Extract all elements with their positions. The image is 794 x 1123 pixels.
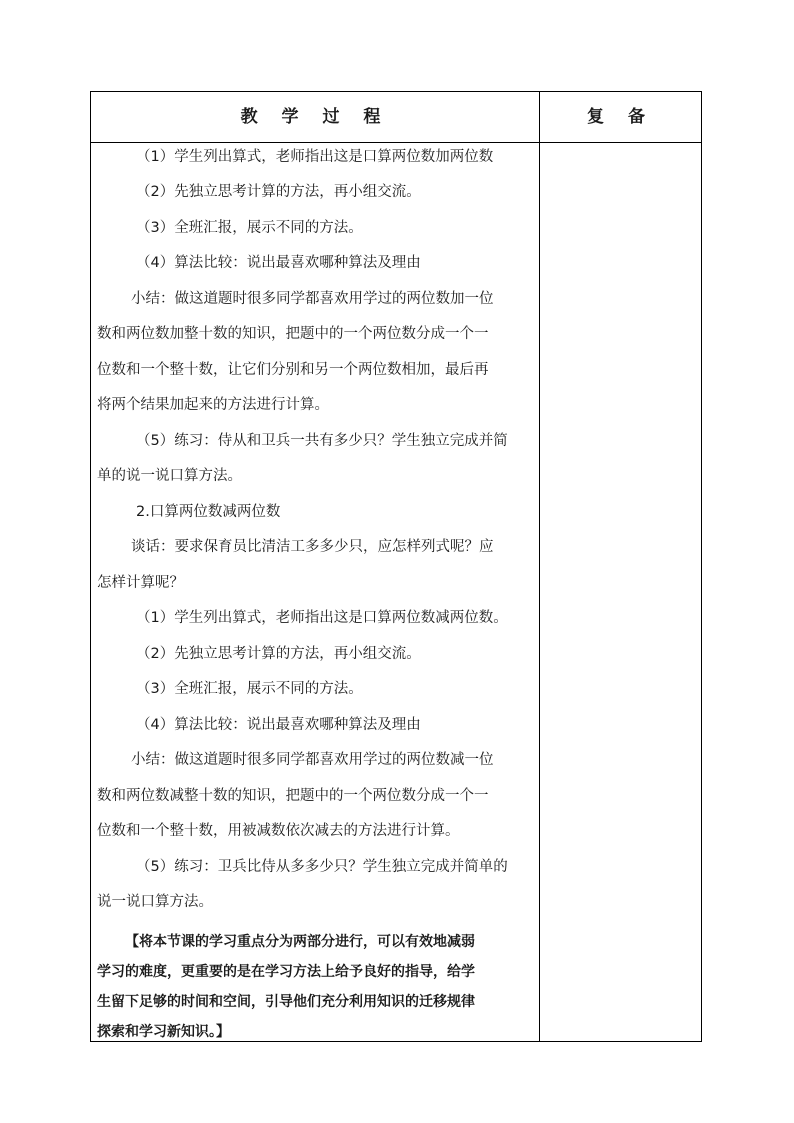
text-line: 位数和一个整十数，让它们分别和另一个两位数相加，最后再 <box>97 362 489 378</box>
text-line: （2）先独立思考计算的方法，再小组交流。 <box>136 646 421 662</box>
text-line: 位数和一个整十数，用被减数依次减去的方法进行计算。 <box>97 823 460 839</box>
text-line: 将两个结果加起来的方法进行计算。 <box>97 397 329 413</box>
text-line: （1）学生列出算式，老师指出这是口算两位数加两位数 <box>136 149 494 165</box>
text-line: 单的说一说口算方法。 <box>97 468 242 484</box>
text-line: （1）学生列出算式，老师指出这是口算两位数减两位数。 <box>136 610 508 626</box>
text-line: （4）算法比较：说出最喜欢哪种算法及理由 <box>136 255 421 271</box>
note-line: 学习的难度，更重要的是在学习方法上给予良好的指导，给学 <box>97 964 475 980</box>
text-line: 谈话：要求保育员比清洁工多多少只，应怎样列式呢？应 <box>131 539 494 555</box>
text-line: （2）先独立思考计算的方法，再小组交流。 <box>136 184 421 200</box>
note-line: 探索和学习新知识。】 <box>97 1024 230 1040</box>
text-line: （3）全班汇报，展示不同的方法。 <box>136 220 363 236</box>
text-line: 小结：做这道题时很多同学都喜欢用学过的两位数加一位 <box>131 291 494 307</box>
note-line: 【将本节课的学习重点分为两部分进行，可以有效地减弱 <box>125 934 475 950</box>
text-line: 数和两位数加整十数的知识，把题中的一个两位数分成一个一 <box>97 326 489 342</box>
section-heading: 2.口算两位数减两位数 <box>136 504 281 520</box>
note-line: 生留下足够的时间和空间，引导他们充分利用知识的迁移规律 <box>97 994 475 1010</box>
lesson-table <box>90 91 702 1042</box>
text-line: （4）算法比较：说出最喜欢哪种算法及理由 <box>136 717 421 733</box>
review-notes-column <box>540 143 701 1041</box>
text-line: 说一说口算方法。 <box>97 894 213 910</box>
text-line: （3）全班汇报，展示不同的方法。 <box>136 681 363 697</box>
header-review-notes: 复 备 <box>587 107 654 127</box>
header-teaching-process: 教 学 过 程 <box>240 107 390 127</box>
text-line: （5）练习：侍从和卫兵一共有多少只？学生独立完成并简 <box>136 433 508 449</box>
text-line: （5）练习：卫兵比侍从多多少只？学生独立完成并简单的 <box>136 859 508 875</box>
text-line: 小结：做这道题时很多同学都喜欢用学过的两位数减一位 <box>131 752 494 768</box>
text-line: 数和两位数减整十数的知识，把题中的一个两位数分成一个一 <box>97 788 489 804</box>
text-line: 怎样计算呢？ <box>97 575 184 591</box>
